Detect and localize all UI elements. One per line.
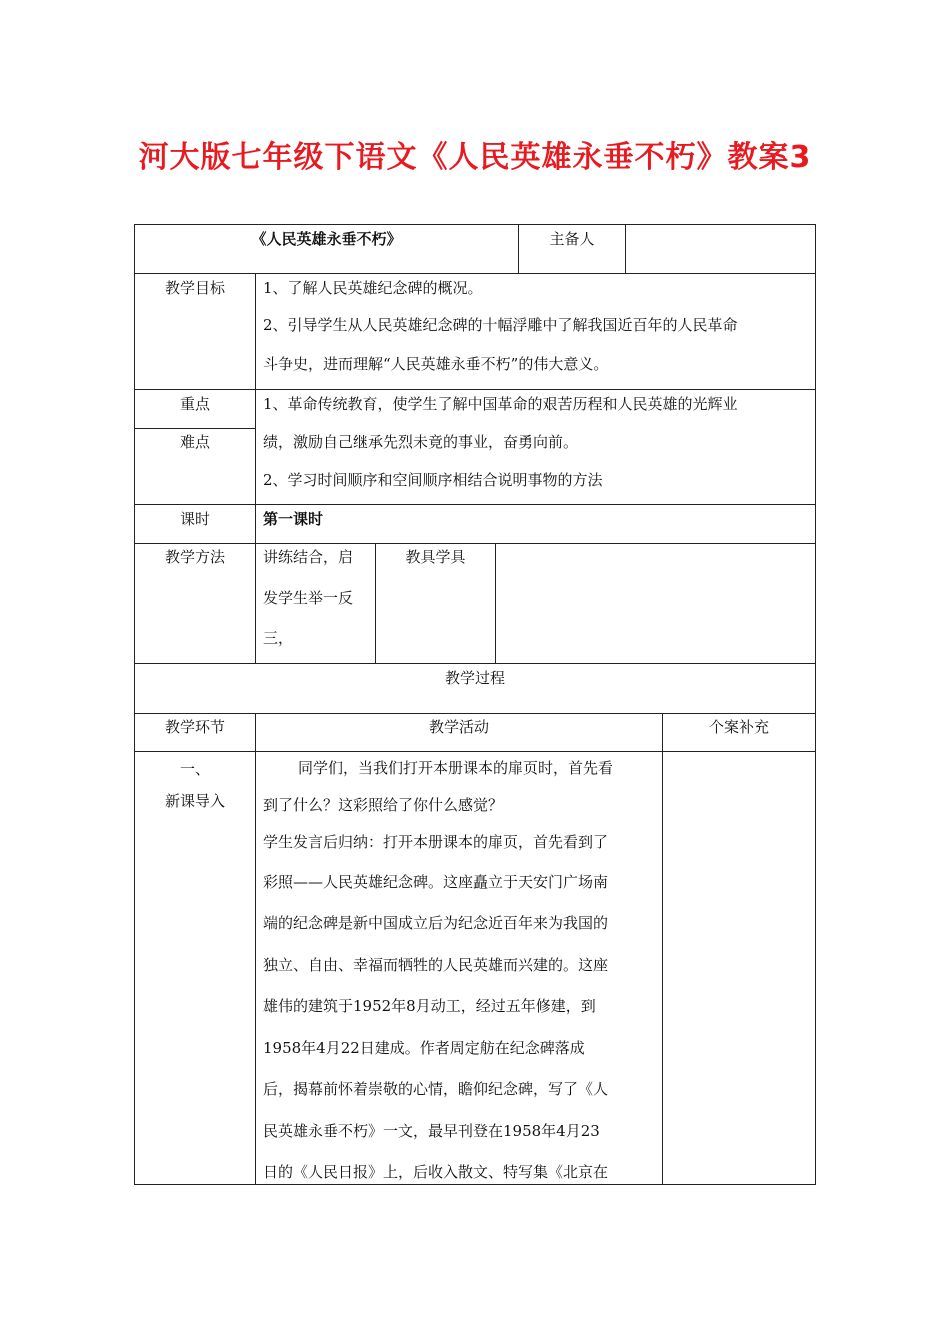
key-point-2: 2、学习时间顺序和空间顺序相结合说明事物的方法 bbox=[263, 471, 603, 489]
objective-2-line-2: 斗争史，进而理解“人民英雄永垂不朽”的伟大意义。 bbox=[263, 355, 609, 373]
activity-line: 独立、自由、幸福而牺牲的人民英雄而兴建的。这座 bbox=[263, 956, 609, 974]
activity-line: 端的纪念碑是新中国成立后为纪念近百年来为我国的 bbox=[263, 914, 609, 932]
activity-line: 民英雄永垂不朽》一文，最早刊登在1958年4月23 bbox=[263, 1122, 600, 1140]
document-title: 河大版七年级下语文《人民英雄永垂不朽》教案3 bbox=[138, 140, 812, 175]
activity-line: 雄伟的建筑于1952年8月动工，经过五年修建，到 bbox=[263, 997, 596, 1015]
table-border-top bbox=[134, 224, 816, 225]
row-divider bbox=[134, 428, 255, 429]
row-divider bbox=[134, 389, 816, 390]
row-divider bbox=[134, 751, 816, 752]
key-points-label: 重点 bbox=[179, 395, 210, 413]
row-divider bbox=[134, 713, 816, 714]
lesson-title-cell: 《人民英雄永垂不朽》 bbox=[251, 230, 402, 248]
column-divider bbox=[255, 273, 256, 664]
activity-line: 1958年4月22日建成。作者周定舫在纪念碑落成 bbox=[263, 1039, 585, 1057]
column-header-supplement: 个案补充 bbox=[708, 718, 769, 736]
column-divider bbox=[255, 713, 256, 1185]
method-line-1: 讲练结合，启 bbox=[263, 548, 354, 566]
period-value: 第一课时 bbox=[263, 510, 324, 528]
objective-2-line-1: 2、引导学生从人民英雄纪念碑的十幅浮雕中了解我国近百年的人民革命 bbox=[263, 316, 738, 334]
difficulties-label: 难点 bbox=[179, 433, 210, 451]
preparer-label: 主备人 bbox=[549, 230, 595, 248]
activity-line: 同学们，当我们打开本册课本的扉页时，首先看 bbox=[298, 759, 614, 777]
row-divider bbox=[134, 663, 816, 664]
period-label: 课时 bbox=[179, 510, 210, 528]
method-line-2: 发学生举一反 bbox=[263, 589, 354, 607]
table-border-left bbox=[134, 224, 135, 1185]
activity-line: 学生发言后归纳：打开本册课本的扉页，首先看到了 bbox=[263, 833, 609, 851]
row-divider bbox=[134, 543, 816, 544]
teaching-aids-label: 教具学具 bbox=[405, 548, 466, 566]
method-label: 教学方法 bbox=[164, 548, 225, 566]
row-divider bbox=[134, 504, 816, 505]
activity-line: 日的《人民日报》上，后收入散文、特写集《北京在 bbox=[263, 1163, 609, 1181]
key-point-1-line-1: 1、革命传统教育，使学生了解中国革命的艰苦历程和人民英雄的光辉业 bbox=[263, 395, 738, 413]
method-line-3: 三， bbox=[263, 629, 294, 647]
activity-line: 到了什么？这彩照给了你什么感觉？ bbox=[263, 796, 504, 814]
objectives-label: 教学目标 bbox=[164, 279, 225, 297]
activity-line: 彩照——人民英雄纪念碑。这座矗立于天安门广场南 bbox=[263, 873, 609, 891]
stage-name: 新课导入 bbox=[164, 792, 225, 810]
column-header-activity: 教学活动 bbox=[428, 718, 489, 736]
table-border-right bbox=[815, 224, 816, 1185]
row-divider bbox=[134, 273, 816, 274]
column-divider bbox=[662, 713, 663, 1185]
objective-1: 1、了解人民英雄纪念碑的概况。 bbox=[263, 279, 483, 297]
activity-line: 后，揭幕前怀着崇敬的心情，瞻仰纪念碑，写了《人 bbox=[263, 1080, 609, 1098]
key-point-1-line-2: 绩，激励自己继承先烈未竟的事业，奋勇向前。 bbox=[263, 433, 579, 451]
stage-number: 一、 bbox=[179, 760, 210, 778]
table-border-bottom bbox=[134, 1184, 816, 1185]
teaching-process-heading: 教学过程 bbox=[444, 669, 505, 687]
column-header-stage: 教学环节 bbox=[164, 718, 225, 736]
